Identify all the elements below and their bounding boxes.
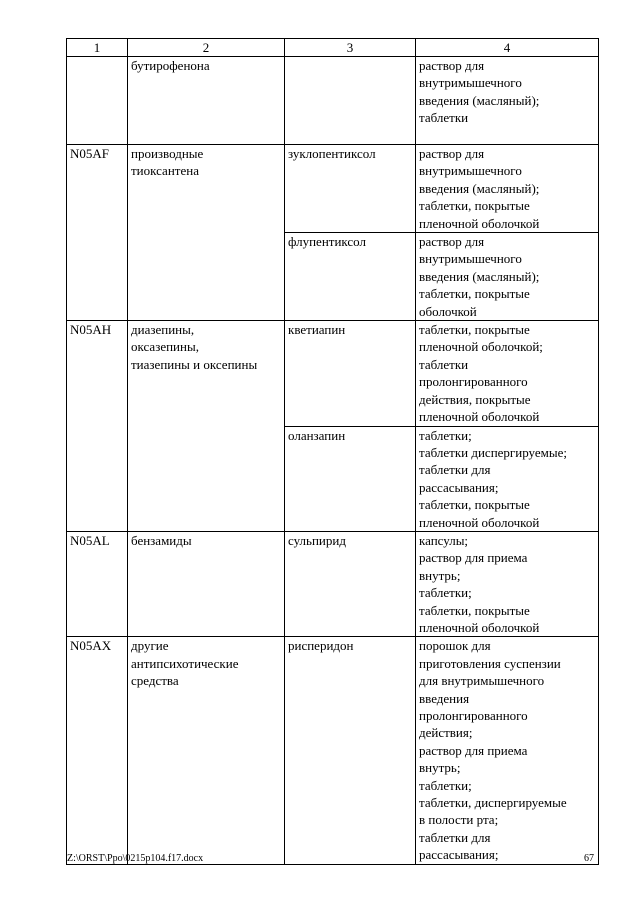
cell-text-line: таблетки, диспергируемые — [419, 795, 567, 811]
substance-cell — [285, 321, 416, 426]
cell-text-line: пленочной оболочкой — [419, 215, 540, 231]
cell-text-line: таблетки; — [419, 777, 472, 793]
cell-text-line: пленочной оболочкой — [419, 514, 540, 530]
cell-text-line: для внутримышечного — [419, 673, 545, 689]
table-row — [67, 145, 599, 233]
substance-cell — [285, 145, 416, 233]
atc-code-cell — [67, 637, 128, 864]
group-name-cell — [128, 637, 285, 864]
group-name-cell — [128, 531, 285, 636]
cell-text-line: N05AX — [70, 638, 112, 654]
atc-code-cell — [67, 145, 128, 321]
atc-code-cell — [67, 531, 128, 636]
cell-text-line: бензамиды — [131, 532, 192, 548]
cell-text-line: действия; — [419, 725, 473, 741]
cell-text-line: производные — [131, 146, 204, 161]
cell-text-line: N05AH — [70, 322, 112, 338]
cell-text-line: оболочкой — [419, 303, 477, 319]
dosage-forms-cell — [416, 637, 599, 864]
cell-text-line: бутирофенона — [131, 58, 210, 73]
substance-cell — [285, 233, 416, 321]
cell-text-line: пленочной оболочкой; — [419, 339, 543, 355]
group-name-cell — [128, 145, 285, 321]
table-row — [67, 321, 599, 426]
footer-page-number: 67 — [584, 853, 594, 864]
cell-text-line: другие — [131, 638, 169, 654]
cell-text-line: введения (масляный); — [419, 268, 540, 284]
substance-cell — [285, 426, 416, 531]
header-col-3: 3 — [285, 39, 416, 57]
group-name-cell — [128, 57, 285, 145]
cell-text-line: рассасывания; — [419, 479, 499, 495]
drug-classification-table — [66, 38, 599, 865]
cell-text-line: раствор для — [419, 58, 485, 73]
cell-text-line: сульпирид — [288, 532, 346, 548]
cell-text-line: оланзапин — [288, 427, 346, 443]
cell-text-line: раствор для приема — [419, 550, 528, 566]
cell-text-line: таблетки для — [419, 829, 491, 845]
substance-cell — [285, 637, 416, 864]
cell-text-line: внутримышечного — [419, 163, 522, 179]
cell-text-line: пролонгированного — [419, 374, 528, 390]
dosage-forms-cell — [416, 57, 599, 145]
substance-cell — [285, 531, 416, 636]
cell-text-line: действия, покрытые — [419, 391, 531, 407]
cell-text-line: раствор для — [419, 146, 485, 161]
atc-code-cell — [67, 321, 128, 532]
header-col-4: 4 — [416, 39, 599, 57]
cell-text-line: кветиапин — [288, 322, 346, 338]
cell-text-line: таблетки — [419, 356, 469, 372]
table-row — [67, 531, 599, 636]
cell-text-line: введения (масляный); — [419, 180, 540, 196]
dosage-forms-cell — [416, 531, 599, 636]
table-row — [67, 637, 599, 864]
header-row — [67, 39, 599, 57]
table-body — [67, 39, 599, 865]
cell-text-line: внутрь; — [419, 760, 461, 776]
cell-text-line: таблетки для — [419, 462, 491, 478]
cell-text-line: оксазепины, — [131, 339, 199, 355]
dosage-forms-cell — [416, 321, 599, 426]
cell-text-line: антипсихотические — [131, 655, 239, 671]
header-col-2: 2 — [128, 39, 285, 57]
cell-text-line: диазепины, — [131, 322, 195, 338]
cell-text-line: таблетки, покрытые — [419, 602, 530, 618]
cell-text-line: таблетки, покрытые — [419, 286, 530, 302]
cell-text-line: тиазепины и оксепины — [131, 356, 258, 372]
group-name-cell — [128, 321, 285, 532]
cell-text-line: N05AF — [70, 146, 110, 161]
cell-text-line: приготовления суспензии — [419, 655, 561, 671]
header-col-1: 1 — [67, 39, 128, 57]
cell-text-line: N05AL — [70, 532, 110, 548]
cell-text-line: пролонгированного — [419, 708, 528, 723]
cell-text-line: введения — [419, 690, 470, 706]
cell-text-line: введения (масляный); — [419, 92, 540, 108]
cell-text-line: таблетки диспергируемые; — [419, 444, 567, 460]
cell-text-line: внутримышечного — [419, 75, 522, 91]
dosage-forms-cell — [416, 233, 599, 321]
cell-text-line: флупентиксол — [288, 234, 366, 250]
cell-text-line: таблетки — [419, 110, 469, 126]
cell-text-line: таблетки, покрытые — [419, 497, 530, 513]
cell-text-line: рассасывания; — [419, 847, 499, 863]
cell-text-line: пленочной оболочкой — [419, 409, 540, 425]
cell-text-line: средства — [131, 673, 179, 689]
table-row — [67, 57, 599, 145]
cell-text-line: внутрь; — [419, 567, 461, 583]
dosage-forms-cell — [416, 145, 599, 233]
cell-text-line: раствор для приема — [419, 742, 528, 758]
cell-text-line: зуклопентиксол — [288, 146, 376, 161]
cell-text-line: пленочной оболочкой — [419, 619, 540, 635]
footer-file-path: Z:\ORST\Ppo\0215p104.f17.docx — [67, 853, 204, 864]
cell-text-line: раствор для — [419, 234, 485, 250]
cell-text-line: в полости рта; — [419, 812, 499, 828]
cell-text-line: тиоксантена — [131, 163, 199, 179]
cell-text-line: рисперидон — [288, 638, 354, 654]
cell-text-line: таблетки; — [419, 427, 472, 443]
dosage-forms-cell — [416, 426, 599, 531]
cell-text-line: капсулы; — [419, 532, 469, 548]
cell-text-line: таблетки, покрытые — [419, 322, 530, 338]
cell-text-line: внутримышечного — [419, 251, 522, 267]
cell-text-line: порошок для — [419, 638, 491, 654]
cell-text-line: таблетки, покрытые — [419, 198, 530, 214]
substance-cell — [285, 57, 416, 145]
cell-text-line: таблетки; — [419, 585, 472, 601]
atc-code-cell — [67, 57, 128, 145]
